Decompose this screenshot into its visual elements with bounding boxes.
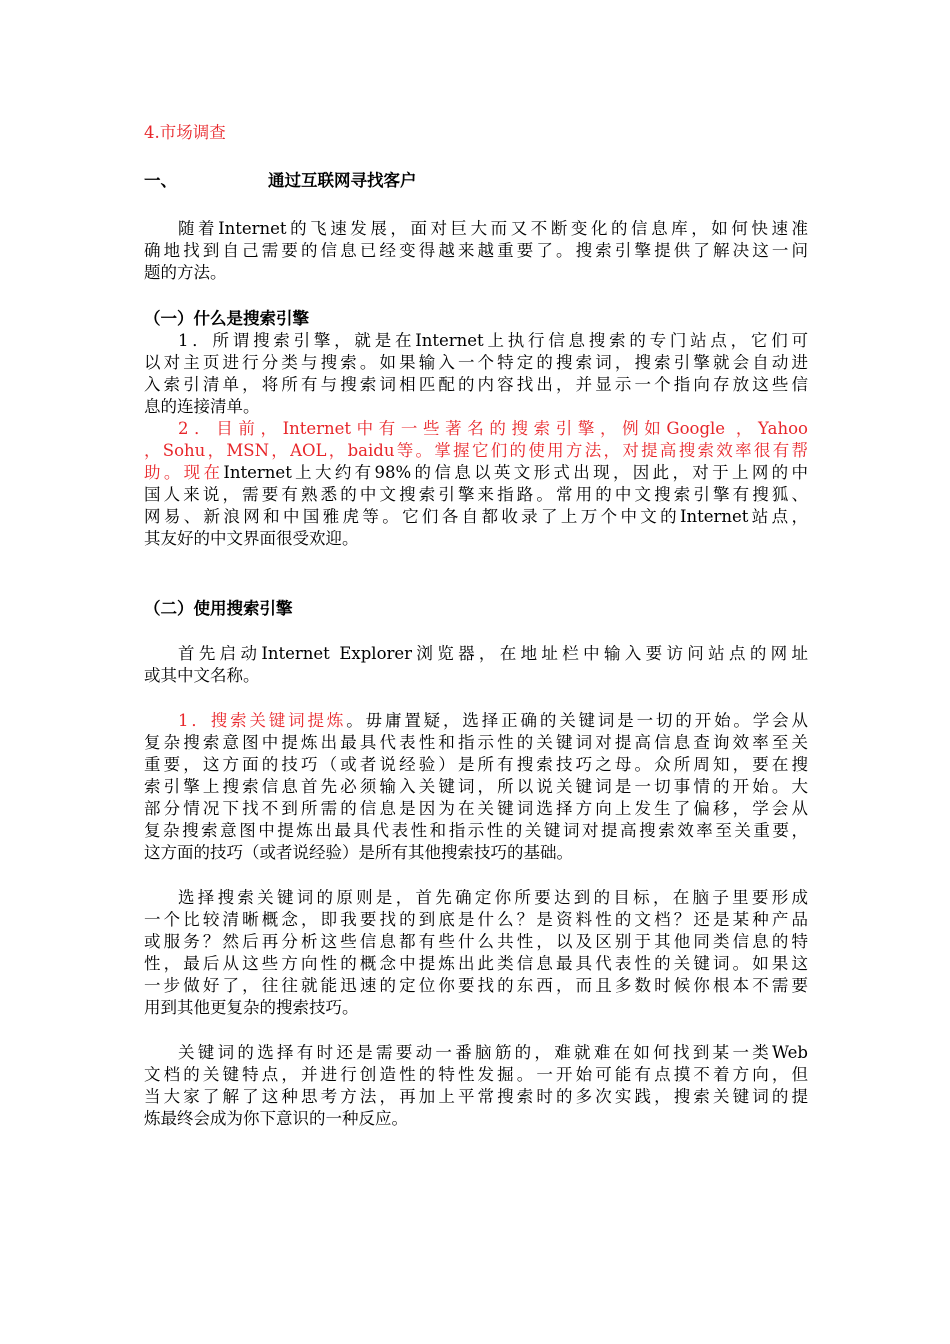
sub2-p2-line: 复杂搜索意图中提炼出最具代表性和指示性的关键词对提高信息查询效率至关 (144, 733, 808, 752)
sub2-p4-line: 炼最终会成为你下意识的一种反应。 (144, 1109, 408, 1128)
sub2-p3-line: 性，最后从这些方向性的概念中提炼出此类信息最具代表性的关键词。如果这 (144, 954, 808, 973)
document-page (144, 122, 808, 1130)
intro-line: 题的方法。 (144, 263, 227, 282)
sub1-p2-line: 国人来说，需要有熟悉的中文搜索引擎来指路。常用的中文搜索引擎有搜狐、 (144, 485, 808, 504)
sub2-p3-line: 用到其他更复杂的搜索技巧。 (144, 998, 359, 1017)
sub1-p2-mixed-line (144, 462, 808, 484)
sub2-p2-line: 这方面的技巧（或者说经验）是所有其他搜索技巧的基础。 (144, 843, 573, 862)
sub1-p1-line: 息的连接清单。 (144, 397, 260, 416)
sub2-paragraph-4 (144, 1042, 808, 1130)
subsection-two-title: （二）使用搜索引擎 (144, 599, 293, 618)
section-one-number: 一、 (144, 171, 177, 190)
sub2-p2-first-rest: 。毋庸置疑，选择正确的关键词是一切的开始。学会从 (346, 711, 808, 730)
section-one-text: 通过互联网寻找客户 (268, 171, 417, 190)
sub2-p2-first-line (144, 710, 808, 732)
sub2-p1-line: 首先启动Internet Explorer浏览器，在地址栏中输入要访问站点的网址 (178, 644, 808, 663)
sub2-p3-line: 一个比较清晰概念，即我要找的到底是什么？是资料性的文档？还是某种产品 (144, 910, 808, 929)
sub1-paragraph-2 (144, 418, 808, 550)
intro-line: 确地找到自己需要的信息已经变得越来越重要了。搜索引擎提供了解决这一问 (144, 241, 808, 260)
doc-heading: 4.市场调查 (144, 123, 226, 142)
sub1-p1-line: 入索引清单，将所有与搜索词相匹配的内容找出，并显示一个指向存放这些信 (144, 375, 808, 394)
subsection-one-title: （一）什么是搜索引擎 (144, 309, 309, 328)
sub2-p4-line: 关键词的选择有时还是需要动一番脑筋的，难就难在如何找到某一类Web (178, 1043, 808, 1062)
keyword-refine-heading: 1．搜索关键词提炼 (178, 711, 347, 730)
sub2-p3-line: 选择搜索关键词的原则是，首先确定你所要达到的目标，在脑子里要形成 (178, 888, 808, 907)
sub2-p2-line: 重要，这方面的技巧（或者说经验）是所有搜索技巧之母。众所周知，要在搜 (144, 755, 808, 774)
sub2-p1-line: 或其中文名称。 (144, 666, 260, 685)
sub2-p2-line: 复杂搜索意图中提炼出最具代表性和指示性的关键词对提高搜索效率至关重要， (144, 821, 808, 840)
sub1-p2-red-fragment: 助。现在 (144, 463, 224, 482)
intro-paragraph (144, 218, 808, 284)
sub1-p2-line: 其友好的中文界面很受欢迎。 (144, 529, 359, 548)
sub2-paragraph-2 (144, 710, 808, 864)
sub2-p3-line: 或服务？然后再分析这些信息都有些什么共性，以及区别于其他同类信息的特 (144, 932, 808, 951)
sub1-p1-line: 1．所谓搜索引擎，就是在Internet上执行信息搜索的专门站点，它们可 (178, 331, 808, 350)
sub2-p4-line: 当大家了解了这种思考方法，再加上平常搜索时的多次实践，搜索关键词的提 (144, 1087, 808, 1106)
sub1-p2-black-fragment: Internet上大约有98%的信息以英文形式出现，因此，对于上网的中 (223, 463, 809, 482)
sub2-paragraph-1 (144, 643, 808, 687)
sub2-p3-line: 一步做好了，往往就能迅速的定位你要找的东西，而且多数时候你根本不需要 (144, 976, 808, 995)
intro-line: 随着Internet的飞速发展，面对巨大而又不断变化的信息库，如何快速准 (178, 219, 808, 238)
section-one-title (144, 170, 808, 192)
sub1-p2-red-line: ，Sohu，MSN，AOL，baidu等。掌握它们的使用方法，对提高搜索效率很有帮 (144, 441, 808, 460)
sub2-p2-line: 索引擎上搜索信息首先必须输入关键词，所以说关键词是一切事情的开始。大 (144, 777, 808, 796)
sub2-p4-line: 文档的关键特点，并进行创造性的特性发掘。一开始可能有点摸不着方向，但 (144, 1065, 808, 1084)
sub1-p2-red-line: 2．目前，Internet中有一些著名的搜索引擎，例如Google ，Yahoo (178, 419, 808, 438)
sub1-paragraph-1 (144, 330, 808, 418)
sub1-p1-line: 以对主页进行分类与搜索。如果输入一个特定的搜索词，搜索引擎就会自动进 (144, 353, 808, 372)
sub1-p2-line: 网易、新浪网和中国雅虎等。它们各自都收录了上万个中文的Internet站点， (144, 507, 808, 526)
sub2-paragraph-3 (144, 887, 808, 1019)
sub2-p2-line: 部分情况下找不到所需的信息是因为在关键词选择方向上发生了偏移，学会从 (144, 799, 808, 818)
